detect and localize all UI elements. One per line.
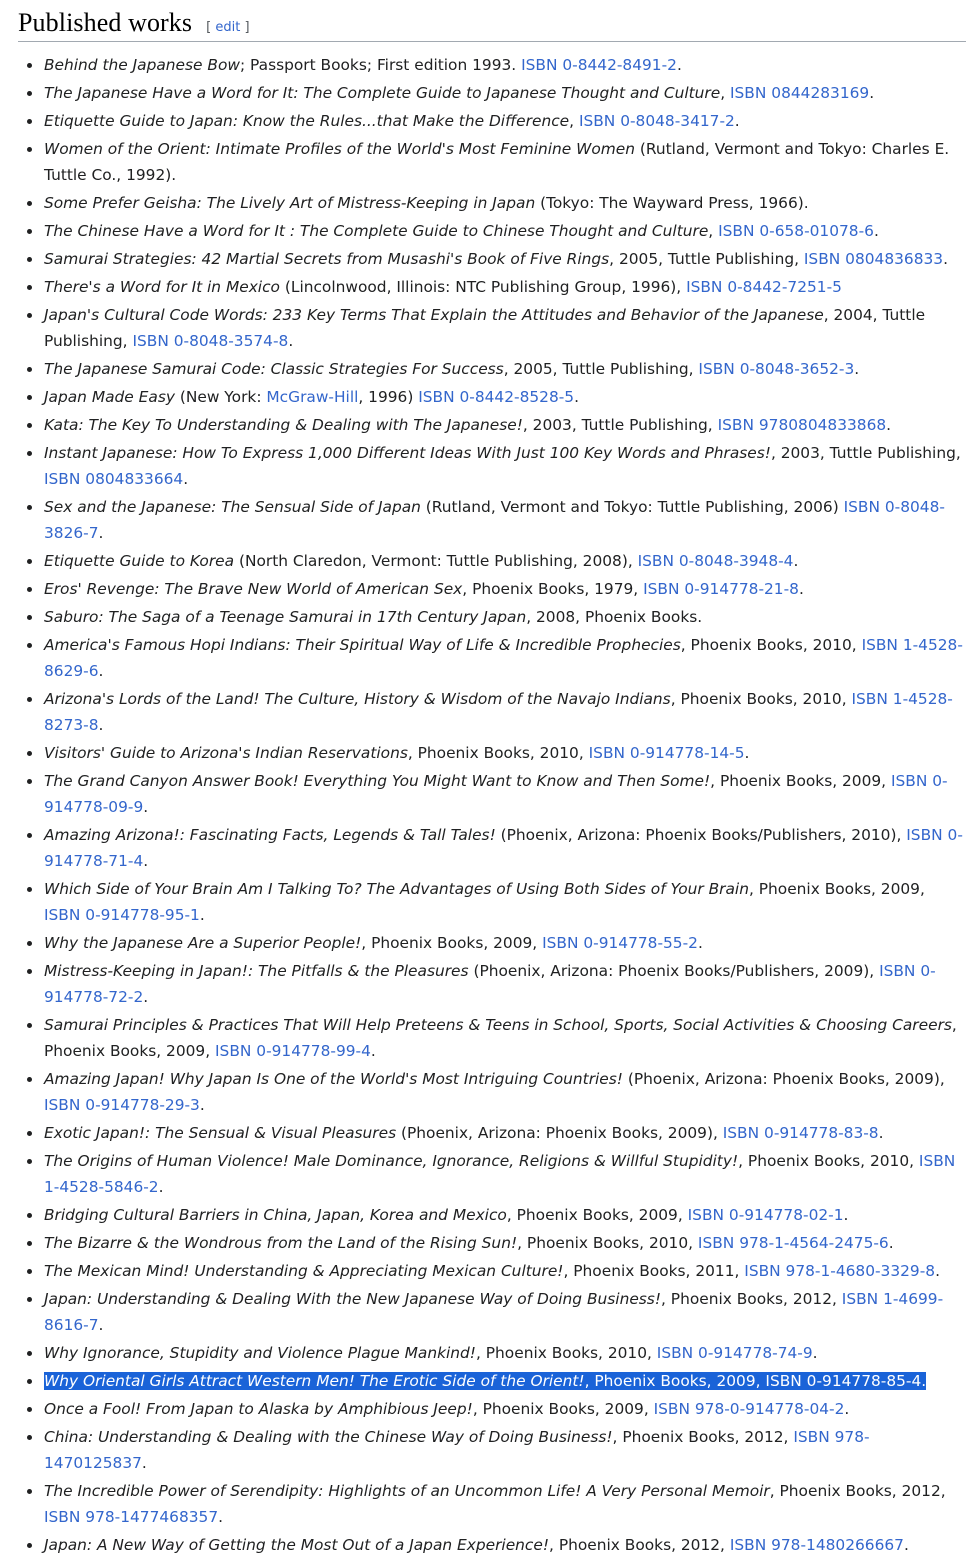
isbn-link[interactable]: ISBN 1-4528-8273-8 — [44, 690, 953, 734]
work-entry — [44, 1428, 870, 1472]
isbn-link[interactable]: ISBN 1-4699-8616-7 — [44, 1290, 944, 1334]
isbn-link[interactable]: ISBN 978-0-914778-04-2 — [653, 1400, 845, 1418]
work-entry — [44, 1262, 940, 1280]
isbn-link[interactable]: ISBN 0-914778-99-4 — [215, 1042, 371, 1060]
work-title: The Japanese Have a Word for It: The Complete Guide to Japanese Thought and Culture — [44, 84, 721, 102]
work-entry — [44, 690, 953, 734]
list-item — [44, 356, 966, 382]
work-title: Amazing Japan! Why Japan Is One of the World's Most Intriguing Countries! — [44, 1070, 623, 1088]
work-title: Women of the Orient: Intimate Profiles of the World's Most Feminine Women — [44, 140, 635, 158]
list-item — [44, 876, 966, 928]
published-works-list — [18, 52, 966, 1558]
work-tail: . — [921, 1372, 927, 1390]
work-tail: . — [744, 744, 750, 762]
work-tail: . — [199, 906, 205, 924]
work-entry — [44, 416, 891, 434]
work-title: Once a Fool! From Japan to Alaska by Amphibious Jeep! — [44, 1400, 473, 1418]
work-title: Visitors' Guide to Arizona's Indian Reservations — [44, 744, 408, 762]
work-details: , Phoenix Books, 2010, — [407, 744, 589, 762]
work-details: , Phoenix Books, 2009, — [506, 1206, 688, 1224]
work-details: (Rutland, Vermont and Tokyo: Charles E. Tuttle Co., 1992). — [44, 140, 950, 184]
work-entry — [44, 250, 948, 268]
work-entry — [44, 580, 804, 598]
work-tail: . — [888, 1234, 894, 1252]
work-tail: . — [143, 852, 149, 870]
work-title: The Bizarre & the Wondrous from the Land of the Rising Sun! — [44, 1234, 518, 1252]
isbn-link[interactable]: ISBN 0-8442-7251-5 — [686, 278, 842, 296]
work-entry — [44, 1482, 946, 1526]
work-details: , Phoenix Books, 2012, — [661, 1290, 842, 1308]
list-item — [44, 1012, 966, 1064]
list-item — [44, 1258, 966, 1284]
work-details: , Phoenix Books, 2012, — [769, 1482, 946, 1500]
work-tail: . — [288, 332, 294, 350]
work-details: , Phoenix Books, 2009, — [361, 934, 543, 952]
work-details: (Phoenix, Arizona: Phoenix Books, 2009), — [396, 1124, 723, 1142]
work-title: Saburo: The Saga of a Teenage Samurai in 17th Century Japan — [44, 608, 527, 626]
work-tail: . — [793, 552, 799, 570]
work-details: , Phoenix Books, 2009, — [44, 1016, 957, 1060]
isbn-link[interactable]: ISBN 978-1480266667 — [729, 1536, 904, 1554]
edit-section-link-wrapper — [206, 20, 249, 35]
list-item — [44, 494, 966, 546]
list-item — [44, 1424, 966, 1476]
section-title: Published works — [18, 8, 193, 37]
work-details: , Phoenix Books, 2009, — [710, 772, 891, 790]
work-title: Why Ignorance, Stupidity and Violence Plague Mankind! — [44, 1344, 476, 1362]
list-item — [44, 1202, 966, 1228]
work-tail: . — [141, 1454, 147, 1472]
work-entry — [44, 826, 963, 870]
list-item — [44, 958, 966, 1010]
list-item — [44, 302, 966, 354]
work-tail: . — [98, 662, 104, 680]
work-tail: . — [843, 1206, 849, 1224]
work-title: Etiquette Guide to Japan: Know the Rules...that Make the Difference — [44, 112, 570, 130]
work-title: The Chinese Have a Word for It : The Complete Guide to Chinese Thought and Culture — [44, 222, 709, 240]
work-tail: . — [158, 1178, 164, 1196]
work-details: , — [720, 84, 730, 102]
work-entry — [44, 1070, 945, 1114]
isbn-link[interactable]: ISBN 9780804833868 — [717, 416, 887, 434]
work-tail: . — [98, 524, 104, 542]
work-entry — [44, 1290, 943, 1334]
isbn-link[interactable]: ISBN 0-914778-72-2 — [44, 962, 936, 1006]
isbn-link[interactable]: ISBN 978-1-4680-3329-8 — [744, 1262, 936, 1280]
work-title: Samurai Principles & Practices That Will Help Preteens & Teens in School, Sports, Social Activities & Choosing Careers — [44, 1016, 952, 1034]
work-title: The Incredible Power of Serendipity: Highlights of an Uncommon Life! A Very Personal Memoir — [44, 1482, 770, 1500]
work-details: , 2005, Tuttle Publishing, — [503, 360, 699, 378]
work-entry — [44, 962, 936, 1006]
list-item — [44, 274, 966, 300]
work-entry — [44, 1016, 957, 1060]
work-entry — [44, 934, 703, 952]
isbn-link[interactable]: ISBN 0-8442-8528-5 — [418, 388, 575, 406]
work-tail: . — [143, 798, 149, 816]
work-details: , Phoenix Books, 2010, — [680, 636, 862, 654]
work-tail: . — [370, 1042, 376, 1060]
work-entry — [44, 744, 749, 762]
work-entry — [44, 278, 842, 296]
list-item — [44, 190, 966, 216]
work-title: Japan: A New Way of Getting the Most Out of a Japan Experience! — [44, 1536, 550, 1554]
work-tail: . — [183, 470, 189, 488]
work-title: Japan Made Easy — [44, 388, 175, 406]
work-details: (North Claredon, Vermont: Tuttle Publishing, 2008), — [234, 552, 638, 570]
isbn-link[interactable]: ISBN 0-914778-21-8 — [643, 580, 799, 598]
work-title: Which Side of Your Brain Am I Talking To? The Advantages of Using Both Sides of Your Brain — [44, 880, 749, 898]
work-tail: . — [812, 1344, 818, 1362]
isbn-link[interactable]: ISBN 1-4528-5846-2 — [44, 1152, 956, 1196]
work-title: The Mexican Mind! Understanding & Appreciating Mexican Culture! — [44, 1262, 564, 1280]
work-details: , Phoenix Books, 2009, — [584, 1372, 766, 1390]
work-tail: . — [854, 360, 860, 378]
list-item — [44, 930, 966, 956]
work-tail: . — [697, 934, 703, 952]
work-details: , 2008, Phoenix Books. — [526, 608, 703, 626]
work-entry — [44, 772, 948, 816]
work-title: Eros' Revenge: The Brave New World of American Sex — [44, 580, 463, 598]
isbn-link[interactable]: ISBN 0-8048-3574-8 — [132, 332, 289, 350]
work-tail: . — [218, 1508, 224, 1526]
work-entry — [44, 140, 949, 184]
work-title: The Grand Canyon Answer Book! Everything You Might Want to Know and Then Some! — [44, 772, 711, 790]
work-entry — [44, 1206, 848, 1224]
isbn-link[interactable]: ISBN 0-914778-55-2 — [542, 934, 698, 952]
publisher-link[interactable]: McGraw-Hill — [266, 388, 359, 406]
work-entry — [44, 388, 579, 406]
work-details: , Phoenix Books, 2012, — [549, 1536, 730, 1554]
work-entry — [44, 1152, 955, 1196]
list-item — [44, 384, 966, 410]
list-item — [44, 136, 966, 188]
isbn-link[interactable]: ISBN 0-8048-3826-7 — [44, 498, 945, 542]
list-item — [44, 1230, 966, 1256]
isbn-link[interactable]: ISBN 0804836833 — [803, 250, 944, 268]
work-title: Arizona's Lords of the Land! The Culture, History & Wisdom of the Navajo Indians — [44, 690, 671, 708]
work-details: (Phoenix, Arizona: Phoenix Books, 2009), — [622, 1070, 945, 1088]
work-tail: . — [98, 1316, 104, 1334]
list-item — [44, 412, 966, 438]
work-tail: . — [798, 580, 804, 598]
work-tail: . — [943, 250, 948, 268]
work-details: , — [708, 222, 719, 240]
isbn-link[interactable]: ISBN 0-914778-74-9 — [656, 1344, 813, 1362]
list-item — [44, 218, 966, 244]
work-entry — [44, 222, 879, 240]
list-item — [44, 740, 966, 766]
work-title: There's a Word for It in Mexico — [44, 278, 280, 296]
isbn-link[interactable]: ISBN 0-914778-02-1 — [687, 1206, 844, 1224]
work-title: Why Oriental Girls Attract Western Men! The Erotic Side of the Orient! — [44, 1372, 585, 1390]
edit-bracket-open: [ — [206, 20, 212, 35]
list-item — [44, 1286, 966, 1338]
work-tail: . — [878, 1124, 884, 1142]
work-entry — [44, 1536, 909, 1554]
list-item — [44, 246, 966, 272]
isbn-link[interactable]: ISBN 0-8048-3652-3 — [698, 360, 855, 378]
work-details: , 2005, Tuttle Publishing, — [609, 250, 804, 268]
work-details: , Phoenix Books, 2010, — [670, 690, 852, 708]
work-details: , Phoenix Books, 2009, — [472, 1400, 654, 1418]
work-tail: . — [873, 222, 879, 240]
work-entry — [44, 608, 702, 626]
isbn-link[interactable]: ISBN 0-914778-29-3 — [44, 1096, 200, 1114]
work-entry — [44, 306, 925, 350]
work-title: The Origins of Human Violence! Male Dominance, Ignorance, Religions & Willful Stupidity! — [44, 1152, 739, 1170]
work-tail: . — [143, 988, 149, 1006]
list-item — [44, 1396, 966, 1422]
isbn-link[interactable]: ISBN 0-914778-71-4 — [44, 826, 963, 870]
work-entry — [44, 880, 925, 924]
work-details: , Phoenix Books, 2010, — [738, 1152, 919, 1170]
work-entry — [44, 636, 963, 680]
list-item — [44, 1066, 966, 1118]
work-entry — [44, 360, 859, 378]
work-title: Behind the Japanese Bow — [44, 56, 240, 74]
list-item — [44, 52, 966, 78]
work-details: (Phoenix, Arizona: Phoenix Books/Publishers, 2010), — [495, 826, 907, 844]
list-item — [44, 768, 966, 820]
work-details: ; Passport Books; First edition 1993. — [239, 56, 522, 74]
work-title: Bridging Cultural Barriers in China, Japan, Korea and Mexico — [44, 1206, 507, 1224]
isbn-link[interactable]: ISBN 0-8048-3948-4 — [637, 552, 794, 570]
work-title: Kata: The Key To Understanding & Dealing with The Japanese! — [44, 416, 523, 434]
work-entry — [44, 444, 961, 488]
isbn-link[interactable]: ISBN 0-914778-09-9 — [44, 772, 948, 816]
work-tail: . — [844, 1400, 850, 1418]
isbn-link[interactable]: ISBN 978-1470125837 — [44, 1428, 870, 1472]
work-details: (Tokyo: The Wayward Press, 1966). — [535, 194, 809, 212]
work-tail: . — [98, 716, 104, 734]
list-item — [44, 440, 966, 492]
isbn-link[interactable]: ISBN 0-914778-95-1 — [44, 906, 200, 924]
isbn-link[interactable]: ISBN 0-8442-8491-2 — [521, 56, 677, 74]
section-heading — [18, 8, 966, 42]
edit-link[interactable]: edit — [215, 20, 241, 35]
work-title: Mistress-Keeping in Japan!: The Pitfalls & the Pleasures — [44, 962, 469, 980]
work-details: , 2003, Tuttle Publishing, — [522, 416, 718, 434]
list-item — [44, 604, 966, 630]
work-entry — [44, 194, 809, 212]
work-details: , 1996) — [358, 388, 419, 406]
work-title: Japan: Understanding & Dealing With the New Japanese Way of Doing Business! — [44, 1290, 661, 1308]
work-entry — [44, 84, 874, 102]
work-details: (Rutland, Vermont and Tokyo: Tuttle Publishing, 2006) — [420, 498, 844, 516]
work-title: Why the Japanese Are a Superior People! — [44, 934, 362, 952]
work-title: America's Famous Hopi Indians: Their Spiritual Way of Life & Incredible Prophecies — [44, 636, 681, 654]
isbn-link[interactable]: ISBN 0-914778-14-5 — [588, 744, 745, 762]
isbn-link[interactable]: ISBN 0-8048-3417-2 — [578, 112, 735, 130]
work-title: Etiquette Guide to Korea — [44, 552, 235, 570]
isbn-link[interactable]: ISBN 1-4528-8629-6 — [44, 636, 963, 680]
edit-bracket-close: ] — [244, 20, 250, 35]
list-item — [44, 1120, 966, 1146]
work-tail: . — [869, 84, 875, 102]
work-title: Some Prefer Geisha: The Lively Art of Mistress-Keeping in Japan — [44, 194, 536, 212]
list-item — [44, 576, 966, 602]
work-tail: . — [886, 416, 892, 434]
work-tail: . — [935, 1262, 940, 1280]
work-details: , Phoenix Books, 2011, — [563, 1262, 745, 1280]
work-tail: . — [734, 112, 740, 130]
work-title: Exotic Japan!: The Sensual & Visual Pleasures — [44, 1124, 397, 1142]
work-details: (Lincolnwood, Illinois: NTC Publishing Group, 1996), — [279, 278, 687, 296]
list-item — [44, 548, 966, 574]
work-title: Sex and the Japanese: The Sensual Side of Japan — [44, 498, 421, 516]
work-details: , Phoenix Books, 2010, — [475, 1344, 657, 1362]
work-details: (Phoenix, Arizona: Phoenix Books/Publishers, 2009), — [468, 962, 880, 980]
work-entry — [44, 56, 682, 74]
work-title: Samurai Strategies: 42 Martial Secrets from Musashi's Book of Five Rings — [44, 250, 610, 268]
list-item — [44, 80, 966, 106]
work-entry — [44, 1124, 884, 1142]
isbn-link[interactable]: ISBN 0-658-01078-6 — [718, 222, 874, 240]
list-item[interactable] — [44, 1368, 966, 1394]
work-title: The Japanese Samurai Code: Classic Strategies For Success — [44, 360, 504, 378]
list-item — [44, 108, 966, 134]
isbn-link[interactable]: ISBN 0-914778-85-4 — [765, 1372, 922, 1390]
work-entry — [44, 1400, 849, 1418]
isbn-link[interactable]: ISBN 0804833664 — [44, 470, 184, 488]
selected-text — [44, 1372, 926, 1390]
work-title: China: Understanding & Dealing with the Chinese Way of Doing Business! — [44, 1428, 613, 1446]
work-title: Instant Japanese: How To Express 1,000 Different Ideas With Just 100 Key Words and Phrases! — [44, 444, 771, 462]
work-tail: . — [199, 1096, 205, 1114]
work-entry — [44, 498, 945, 542]
work-entry — [44, 1234, 894, 1252]
work-title: Japan's Cultural Code Words: 233 Key Terms That Explain the Attitudes and Behavior of the Japanese — [44, 306, 824, 324]
work-tail: . — [574, 388, 579, 406]
work-details: , Phoenix Books, 2012, — [612, 1428, 794, 1446]
work-title: Amazing Arizona!: Fascinating Facts, Legends & Tall Tales! — [44, 826, 496, 844]
work-details: , — [569, 112, 579, 130]
work-entry — [44, 552, 798, 570]
work-entry — [44, 1344, 818, 1362]
work-details: (New York: — [174, 388, 267, 406]
work-entry — [44, 112, 740, 130]
work-details: , Phoenix Books, 1979, — [462, 580, 644, 598]
isbn-link[interactable]: ISBN 0-914778-83-8 — [722, 1124, 879, 1142]
work-tail: . — [903, 1536, 909, 1554]
list-item — [44, 1532, 966, 1558]
isbn-link[interactable]: ISBN 978-1-4564-2475-6 — [697, 1234, 889, 1252]
work-tail: . — [676, 56, 682, 74]
work-details: , 2004, Tuttle Publishing, — [44, 306, 926, 350]
list-item — [44, 1340, 966, 1366]
list-item — [44, 632, 966, 684]
list-item — [44, 1148, 966, 1200]
work-details: , 2003, Tuttle Publishing, — [770, 444, 961, 462]
list-item — [44, 822, 966, 874]
work-details: , Phoenix Books, 2010, — [517, 1234, 698, 1252]
work-details: , Phoenix Books, 2009, — [748, 880, 925, 898]
isbn-link[interactable]: ISBN 978-1477468357 — [44, 1508, 219, 1526]
list-item — [44, 1478, 966, 1530]
isbn-link[interactable]: ISBN 0844283169 — [730, 84, 870, 102]
list-item — [44, 686, 966, 738]
